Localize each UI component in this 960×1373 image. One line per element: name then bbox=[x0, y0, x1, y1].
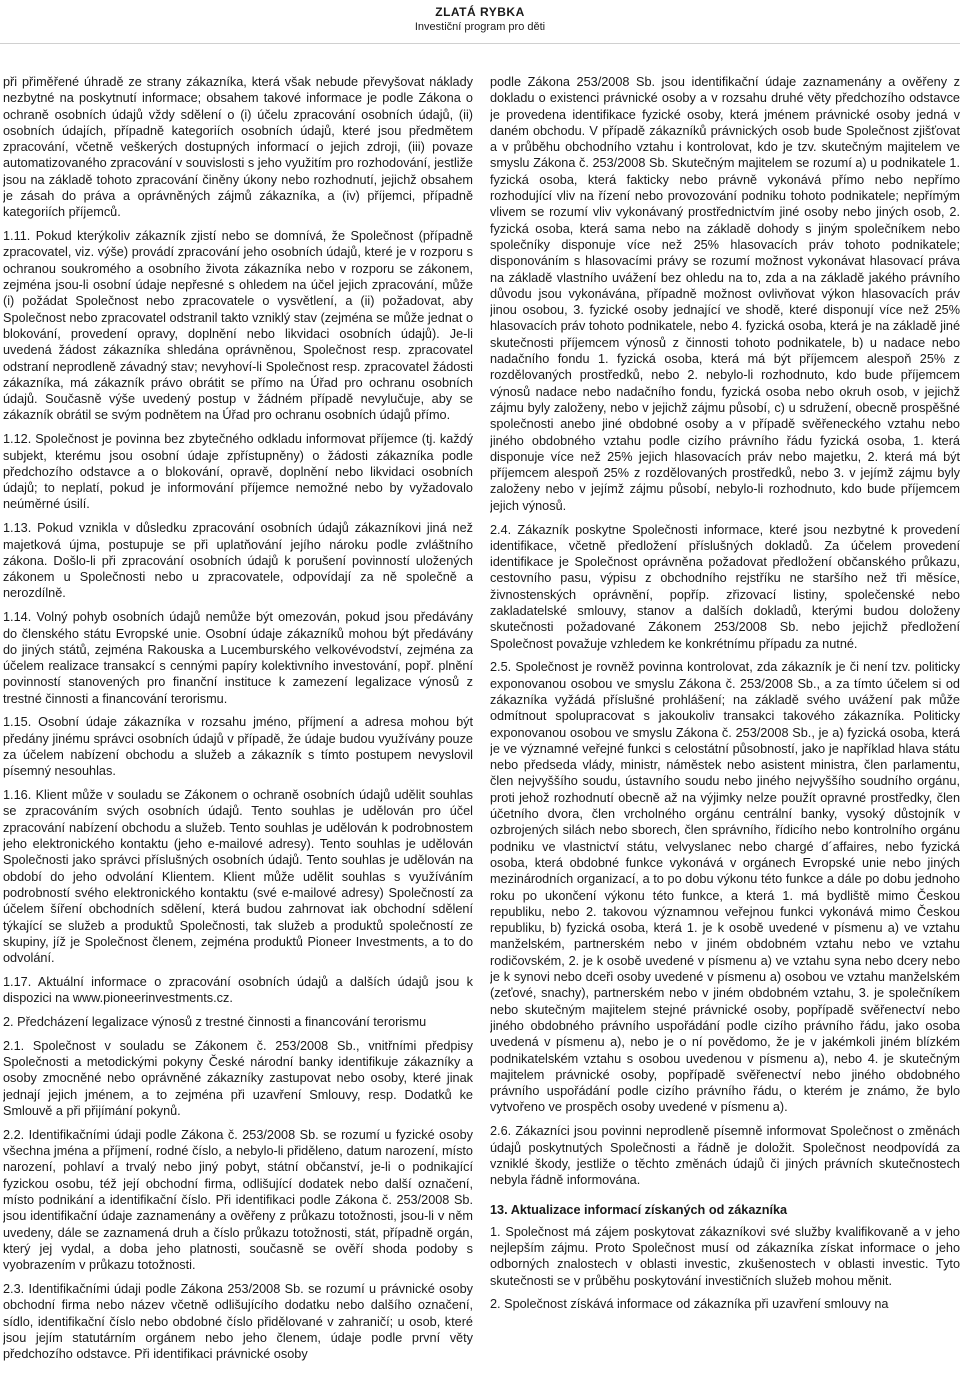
paragraph: 2.2. Identifikačními údaji podle Zákona č. 253/2008 Sb. se rozumí u fyzické osoby všechna jména a příjmení, rodné číslo, a nebylo-li přiděleno, datum narození, místo narození, pohlaví a trvalý nebo jiný pobyt, státní občanství, je-li o podnikající fyzickou osobu, též její obchodní firma, odlišující dodatek nebo další označení, místo podnikání a identifikační číslo. Při identifikaci podle Zákona č. 253/2008 Sb. jsou identifikační údaje zaznamenány a ověřeny z průkazu totožnosti, jsou-li v něm uvedeny, dále se zaznamená druh a číslo průkazu totožnosti, stát, případně orgán, který jej vydal, a doba jeho platnosti, současně se ověří shoda podoby s vyobrazením v průkazu totožnosti. bbox=[3, 1127, 473, 1273]
paragraph: při přiměřené úhradě ze strany zákazníka, která však nebude převyšovat náklady nezbytné na poskytnutí informace; obsahem takové informace je podle Zákona o ochraně osobních údajů vždy sdělení o (i) účelu zpracování osobních údajů, (ii) osobních údajích, případně kategoriích osobních údajů, které jsou předmětem zpracování, včetně veškerých dostupných informací o jejich zdroji, (iii) povaze automatizovaného zpracování v souvislosti s jeho využitím pro rozhodování, jestliže jsou na základě tohoto zpracování činěny úkony nebo rozhodnutí, jejichž obsahem je zásah do práva a oprávněných zájmů zákazníka, a (iv) příjemci, případně kategoriích příjemců. bbox=[3, 75, 473, 220]
page-header bbox=[0, 0, 960, 44]
right-column bbox=[490, 74, 960, 1370]
header-title: ZLATÁ RYBKA bbox=[435, 5, 525, 19]
section-heading: 2. Předcházení legalizace výnosů z trestné činnosti a financování terorismu bbox=[3, 1015, 427, 1030]
paragraph: 2.1. Společnost v souladu se Zákonem č. 253/2008 Sb., vnitřními předpisy Společnosti a metodickými pokyny České národní banky identifikuje zákazníky a osoby zmocněné nebo oprávněné zákazníky zastupovat nebo osoby, které jinak jednají jejich jménem, a to zejména při uzavření Smlouvy, resp. Dodatků ke Smlouvě a při přijímání pokynů. bbox=[3, 1038, 473, 1119]
paragraph: 1.11. Pokud kterýkoliv zákazník zjistí nebo se domnívá, že Společnost (případně zpracovatel, viz. výše) provádí zpracování jeho osobních údajů, které je v rozporu s ochranou soukromého a osobního života zákazníka nebo v rozporu se zákonem, zejména jsou-li osobní údaje nepřesné s ohledem na účel jejich zpracování, může (i) požádat Společnost nebo zpracovatele o vysvětlení, a (ii) požadovat, aby Společnost nebo zpracovatel odstranil takto vzniklý stav (zejména se může jednat o blokování, provedení opravy, doplnění nebo likvidaci osobních údajů). Je-li uvedená žádost zákazníka shledána oprávněnou, Společnost resp. zpracovatel odstraní neprodleně závadný stav; nevyhoví-li Společnost resp. zpracovatel žádosti zákazníka, má zákazník právo obrátit se přímo na Úřad pro ochranu osobních údajů. Současně výše uvedený postup v žádném případě nevylučuje, aby se zákazník obrátil se svým podnětem na Úřad pro ochranu osobních údajů přímo. bbox=[3, 229, 473, 423]
document-body bbox=[0, 74, 960, 1370]
paragraph: 1.17. Aktuální informace o zpracování osobních údajů a dalších údajů jsou k dispozici na www.pioneerinvestments.cz. bbox=[3, 974, 473, 1006]
list-item: 2. Společnost získává informace od zákazníka při uzavření smlouvy na bbox=[490, 1297, 889, 1312]
list-item: 1. Společnost má zájem poskytovat zákazníkovi své služby kvalifikovaně a v jeho nejlepším zájmu. Proto Společnost musí od zákazníka získat informace o jeho odborných znalostech v oblasti investic, zkušenostech v oblasti investic. Tyto skutečnosti se v průběhu poskytování investičních služeb mohou měnit. bbox=[490, 1224, 960, 1288]
paragraph: 2.6. Zákazníci jsou povinni neprodleně písemně informovat Společnost o změnách údajů poskytnutých Společnosti a řádně je doložit. Společnost neodpovídá za vzniklé škody, jestliže o těchto změnách údajů či jiných právních skutečnostech nebyla řádně informována. bbox=[490, 1124, 960, 1188]
paragraph: podle Zákona 253/2008 Sb. jsou identifikační údaje zaznamenány a ověřeny z dokladu o existenci právnické osoby a v rozsahu druhé věty předchozího odstavce je provedena identifikace fyzické osoby, která jménem právnické osoby jedná v daném obchodu. V případě zákazníků právnických osob bude Společnost zjišťovat a v průběhu obchodního vztahu i kontrolovat, kdo je tzv. skutečným majitelem ve smyslu Zákona č. 253/2008 Sb. Skutečným majitelem se rozumí a) u podnikatele 1. fyzická osoba, která fakticky nebo právně vykonává přímo nebo nepřímo rozhodující vliv na řízení nebo provozování podniku tohoto podnikatele; nepřímým vlivem se rozumí vliv vykonávaný prostřednictvím jiné osoby nebo jiných osob, 2. fyzická osoba, která sama nebo na základě dohody s jiným společníkem nebo společníky disponuje více než 25% hlasovacích práv tohoto podnikatele; disponováním s hlasovacími právy se rozumí možnost vykonávat hlasovací práva na základě vlastního uvážení bez ohledu na to, zda a na základě jakého právního důvodu jsou vykonávána, případně možnost ovlivňovat výkon hlasovacích práv jinou osobou, 3. fyzické osoby jednající ve shodě, které disponují více než 25% hlasovacích práv tohoto podnikatele, nebo 4. fyzická osoba, která je na základě jiné skutečnosti příjemcem výnosů z činnosti tohoto podnikatele, b) u nadace nebo nadačního fondu 1. fyzická osoba, která má být příjemcem alespoň 25% z rozdělovaných prostředků, nebo 2. nebylo-li rozhodnuto, kdo bude příjemcem výnosů nadace nebo nadačního fondu, fyzická osoba nebo okruh osob, v jejichž zájmu byly založeny, nebo v jejichž zájmu působí, c) u sdružení, obecně prospěšné společnosti anebo jiné obdobné osoby a v případě svěřeneckého vztahu nebo jiného obdobného vztahu podle cizího právního řádu fyzická osoba, 1. která disponuje více než 25% jejich hlasovacích práv nebo majetku, 2. která má být příjemcem alespoň 25% z rozdělovaných prostředků, nebo 3. v jejímž zájmu byly založeny nebo v jejímž zájmu působí, nebylo-li rozhodnuto, kdo bude příjemcem jejich výnosů. bbox=[490, 75, 960, 513]
header-subtitle: Investiční program pro děti bbox=[414, 21, 546, 33]
paragraph: 1.13. Pokud vznikla v důsledku zpracování osobních údajů zákazníkovi jiná než majetková újma, postupuje se při uplatňování jejího nároku podle zvláštního zákona. Došlo-li při zpracování osobních údajů k porušení povinností uložených zákonem u Společnosti nebo u zpracovatele, odpovídají za ně společně a nerozdílně. bbox=[3, 521, 473, 601]
paragraph: 2.4. Zákazník poskytne Společnosti informace, které jsou nezbytné k provedení identifikace, včetně předložení příslušných dokladů. Za účelem provedení identifikace je Společnost oprávněna požadovat předložení občanského průkazu, cestovního pasu, výpisu z obchodního rejstříku ne staršího než tři měsíce, živnostenských oprávnění, popříp. zřizovací listiny, společenské nebo zakladatelské smlouvy, stanov a dalších dokladů, kterými budou doloženy skutečnosti požadované Zákonem 253/2008 Sb. nebo jejichž předložení Společnost považuje vzhledem ke konkrétnímu případu za nutné. bbox=[490, 522, 960, 651]
left-column bbox=[3, 74, 473, 1370]
paragraph: 1.12. Společnost je povinna bez zbytečného odkladu informovat příjemce (tj. každý subjekt, kterému jsou osobní údaje zpřístupněny) o žádosti zákazníka podle předchozího odstavce a o blokování, opravě, doplnění nebo likvidaci osobních údajů; to neplatí, pokud je informování příjemce nemožné nebo by vyžadovalo neúměrné úsilí. bbox=[3, 432, 473, 512]
paragraph: 1.14. Volný pohyb osobních údajů nemůže být omezován, pokud jsou předávány do členského státu Evropské unie. Osobní údaje zákazníků mohou být předávány do jiných států, zejména Rakouska a Lucemburského velkovévodství, zejména za účelem realizace transakcí s cennými papíry kolektivního investování, popř. plnění povinností stanovených pro finanční instituce k zamezení legalizace výnosů z trestné činnosti a financování terorismu. bbox=[3, 610, 473, 706]
paragraph: 2.5. Společnost je rovněž povinna kontrolovat, zda zákazník je či není tzv. politicky exponovanou osobou ve smyslu Zákona č. 253/2008 Sb., a za tímto účelem si od zákazníka vyžádá příslušné prohlášení; na základě svého uvážení pak může odmítnout spolupracovat s jakoukoliv transakci takového zákazníka. Politicky exponovanou osobou ve smyslu Zákona č. 253/2008 Sb., je a) fyzická osoba, která je ve významné veřejné funkci s celostátní působností, jako je například hlava státu nebo předseda vlády, ministr, náměstek nebo asistent ministra, člen parlamentu, člen nejvyššího soudu, ústavního soudu nebo jiného nejvyššího soudního orgánu, proti jehož rozhodnutí obecně až na výjimky nelze použít opravné prostředky, člen účetního dvora, člen vrcholného orgánu centrální banky, vysoký důstojník v ozbrojených silách nebo sborech, člen správního, řídicího nebo kontrolního orgánu podniku ve vlastnictví státu, velvyslanec nebo chargé d´affaires, nebo fyzická osoba, která obdobné funkce vykonává v orgánech Evropské unie nebo jiných mezinárodních organizací, a to po dobu výkonu této funkce a dále po dobu jednoho roku po ukončení výkonu této funkce, a která 1. má bydliště mimo Českou republiku, nebo 2. takovou významnou veřejnou funkci vykonává mimo Českou republiku, b) fyzická osoba, která 1. je k osobě uvedené v písmenu a) ve vztahu manželském, partnerském nebo v jiném obdobném vztahu nebo ve vztahu rodičovském, 2. je k osobě uvedené v písmenu a) ve vztahu syna nebo dcery nebo je k synovi nebo dceři osoby uvedené v písmenu a) osobou ve vztahu manželském (zeťové, snachy), partnerském nebo v jiném obdobném vztahu, 3. je společníkem nebo skutečným majitelem stejné právnické osoby, popřípadě svěřenectví nebo jiného obdobného právního uspořádání podle cizího právního řádu, jako osoba uvedená v písmenu a), nebo je o ní povědomo, že je v jakémkoli jiném blízkém podnikatelském vztahu s osobou uvedenou v písmenu a), nebo 4. je skutečným majitelem právnické osoby, popřípadě svěřenectví nebo jiného obdobného právního uspořádání podle cizího právního řádu, o kterém je známo, že bylo vytvořeno ve prospěch osoby uvedené v písmenu a). bbox=[490, 660, 960, 1115]
paragraph: 2.3. Identifikačními údaji podle Zákona 253/2008 Sb. se rozumí u právnické osoby obchodní firma nebo název včetně odlišujícího dodatku nebo dalšího označení, sídlo, identifikační číslo nebo obdobné číslo přidělované v zahraničí; u osob, které jsou jejím statutárním orgánem nebo jeho členem, údaje podle první věty předchozího odstavce. Při identifikaci právnické osoby bbox=[3, 1281, 473, 1362]
paragraph: 1.16. Klient může v souladu se Zákonem o ochraně osobních údajů udělit souhlas se zpracováním svých osobních údajů. Tento souhlas je udělován pro účel zpracování nabízení obchodu a služeb. Tento souhlas je udělován k podrobnostem jeho elektronického kontaktu (jeho e-mailové adresy). Tento souhlas je udělován Společnosti jako správci příslušných osobních údajů. Tento souhlas je udělován na období do jeho odvolání Klientem. Klient může udělit souhlas s využíváním podrobností svého elektronického kontaktu (své e-mailové adresy) Společností za účelem šíření obchodních sdělení, která budou zahrnovat iak obchodní sdělení týkající se služeb a produktů Společnosti, tak služeb a produktů společností ze skupiny, jíž je Společnost členem, zejména produktů Pioneer Investments, a to do odvolání. bbox=[3, 788, 473, 966]
paragraph: 1.15. Osobní údaje zákazníka v rozsahu jméno, příjmení a adresa mohou být předány jinému správci osobních údajů v případě, že údaje budou využívány pouze za účelem nabízení obchodu a služeb a zákazník s tímto postupem nevyslovil písemný nesouhlas. bbox=[3, 715, 473, 779]
section-13-heading: 13. Aktualizace informací získaných od zákazníka bbox=[490, 1203, 788, 1218]
